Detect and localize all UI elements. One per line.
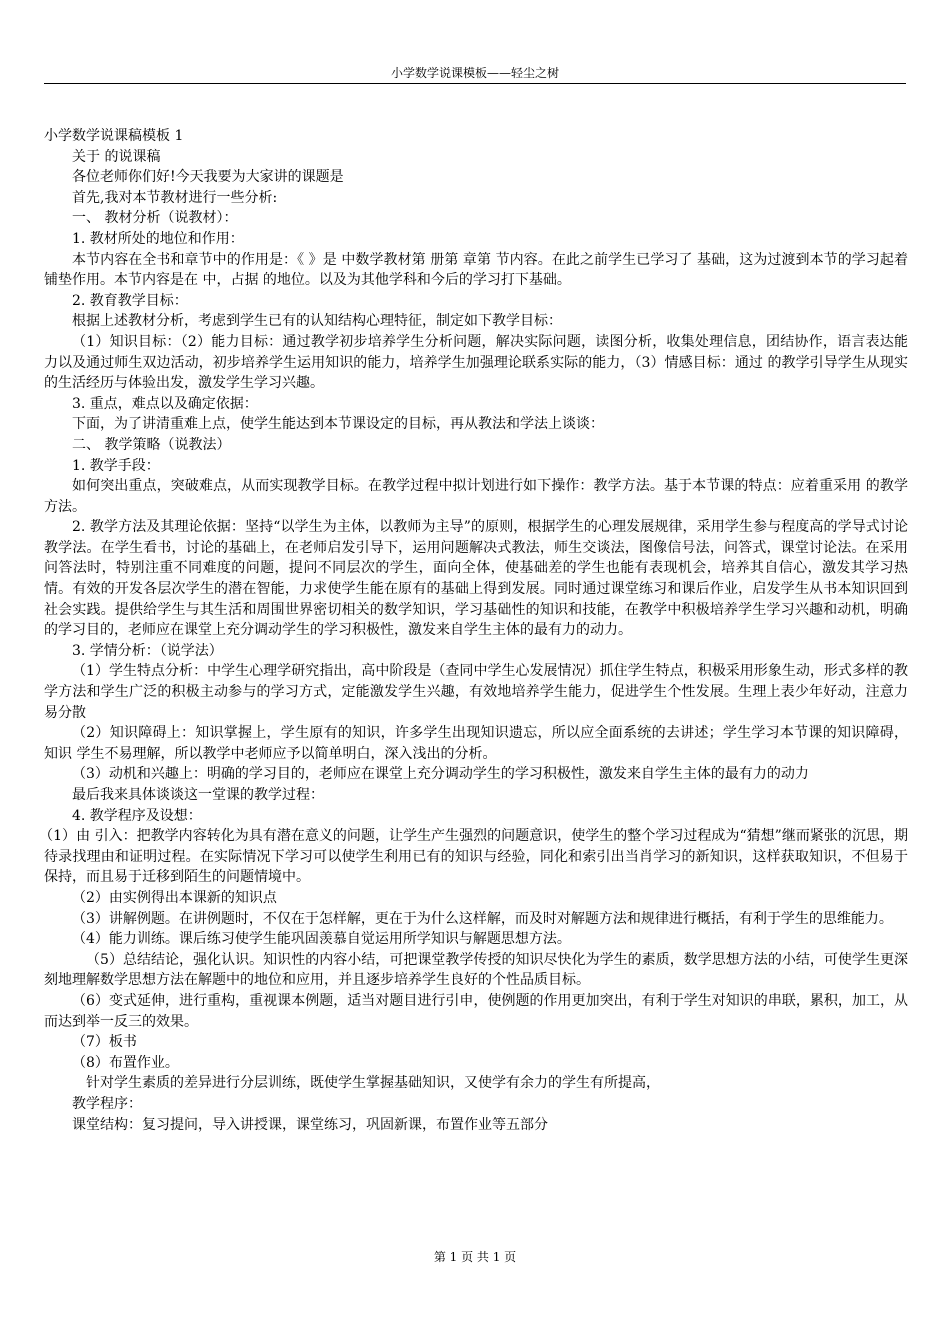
paragraph: 课堂结构：复习提问，导入讲授课，课堂练习，巩固新课，布置作业等五部分 bbox=[72, 1116, 548, 1133]
paragraph: （4）能力训练。课后练习使学生能巩固羡慕自觉运用所学知识与解题思想方法。 bbox=[72, 931, 571, 948]
paragraph: （3）讲解例题。在讲例题时，不仅在于怎样解，更在于为什么这样解，而及时对解题方法和规律进行概括，有利于学生的思维能力。 bbox=[72, 910, 893, 927]
document-title: 小学数学说课稿模板 1 bbox=[44, 128, 184, 144]
paragraph: 如何突出重点，突破难点，从而实现教学目标。在教学过程中拟计划进行如下操作：教学方法。基于本节课的特点：应着重采用 的教学方法。 bbox=[44, 478, 908, 515]
subsection-heading: 4. 教学程序及设想： bbox=[72, 807, 202, 824]
paragraph: 2. 教学方法及其理论依据：坚持“以学生为主体，以教师为主导”的原则，根据学生的心理发展规律，采用学生参与程度高的学导式讨论教学法。在学生看书，讨论的基础上，在老师启发引导下，运用问题解决式教法，师生交谈法，图像信号法，问答式，课堂讨论法。在采用问答法时，特别注重不同难度的问题，提问不同层次的学生，面向全体，使基础差的学生也能有表现机会，培养其自信心，激发其学习热情。有效的开发各层次学生的潜在智能，力求使学生能在原有的基础上得到发展。同时通过课堂练习和课后作业，启发学生从书本知识回到社会实践。提供给学生与其生活和周围世界密切相关的数学知识，学习基础性的知识和技能，在教学中积极培养学生学习兴趣和动机，明确的学习目的，老师应在课堂上充分调动学生的学习积极性，激发来自学生主体的最有力的动力。 bbox=[44, 519, 908, 639]
page-header: 小学数学说课模板——轻尘之树 bbox=[44, 66, 906, 84]
paragraph: （1）由 引入：把教学内容转化为具有潜在意义的问题，让学生产生强烈的问题意识，使学生的整个学习过程成为“猜想”继而紧张的沉思，期待录找理由和证明过程。在实际情况下学习可以使学生利用已有的知识与经验，同化和索引出当肖学习的新知识，这样获取知识，不但易于保持，而且易于迁移到陌生的问题情境中。 bbox=[39, 828, 908, 886]
paragraph: （3）动机和兴趣上：明确的学习目的，老师应在课堂上充分调动学生的学习积极性，激发来自学生主体的最有力的动力 bbox=[72, 766, 809, 783]
paragraph: 下面，为了讲清重难上点，使学生能达到本节课设定的目标，再从教法和学法上谈谈： bbox=[72, 416, 604, 433]
section-heading: 二、 教学策略（说教法） bbox=[72, 436, 231, 453]
paragraph: 各位老师你们好!今天我要为大家讲的课题是 bbox=[72, 169, 344, 186]
paragraph: （1）学生特点分析：中学生心理学研究指出，高中阶段是（查同中学生心发展情况）抓住学生特点，积极采用形象生动，形式多样的教学方法和学生广泛的积极主动参与的学习方式，定能激发学生兴趣，有效地培养学生能力，促进学生个性发展。生理上表少年好动，注意力易分散 bbox=[44, 663, 908, 721]
paragraph: （2）知识障碍上：知识掌握上，学生原有的知识，许多学生出现知识遗忘，所以应全面系统的去讲述；学生学习本节课的知识障碍， 知识 学生不易理解，所以教学中老师应予以简单明白，深入浅出的分析。 bbox=[44, 725, 908, 762]
subsection-heading: 3. 重点，难点以及确定依据： bbox=[72, 395, 258, 412]
paragraph: 针对学生素质的差异进行分层训练，既使学生掌握基础知识，又使学有余力的学生有所提高， bbox=[86, 1075, 660, 1092]
paragraph: （8）布置作业。 bbox=[72, 1054, 179, 1071]
paragraph: 关于 的说课稿 bbox=[72, 148, 161, 165]
subsection-heading: 1. 教材所处的地位和作用： bbox=[72, 230, 244, 247]
paragraph: 最后我来具体谈谈这一堂课的教学过程： bbox=[72, 787, 324, 803]
paragraph: （5）总结结论，强化认识。知识性的内容小结，可把课堂教学传授的知识尽快化为学生的素质，数学思想方法的小结，可使学生更深刻地理解数学思想方法在解题中的地位和应用，并且逐步培养学生良好的个性品质目标。 bbox=[44, 951, 908, 989]
page-footer: 第 1 页 共 1 页 bbox=[433, 1250, 517, 1264]
paragraph: （6）变式延伸，进行重构，重视课本例题，适当对题目进行引申，使例题的作用更加突出，有利于学生对知识的串联，累积，加工，从而达到举一反三的效果。 bbox=[44, 992, 908, 1030]
subsection-heading: 3. 学情分析：（说学法） bbox=[72, 642, 223, 659]
paragraph: （7）板书 bbox=[72, 1034, 137, 1051]
paragraph: 根据上述教材分析，考虑到学生已有的认知结构心理特征，制定如下教学目标： bbox=[72, 313, 562, 330]
document-body bbox=[39, 126, 908, 1135]
paragraph: 本节内容在全书和章节中的作用是：《 》是 中数学教材第 册第 章第 节内容。在此之前学生已学习了 基础，这为过渡到本节的学习起着铺垫作用。本节内容是在 中，占据 的地位。以及为其他学科和今后的学习打下基础。 bbox=[44, 251, 908, 289]
section-heading: 一、 教材分析（说教材）： bbox=[72, 210, 238, 227]
paragraph: 教学程序： bbox=[72, 1095, 142, 1112]
subsection-heading: 1. 教学手段： bbox=[72, 457, 160, 474]
subsection-heading: 2. 教育教学目标： bbox=[72, 292, 188, 309]
paragraph: （1）知识目标：（2）能力目标：通过教学初步培养学生分析问题，解决实际问题，读图分析，收集处理信息，团结协作，语言表达能力以及通过师生双边活动，初步培养学生运用知识的能力，培养学生加强理论联系实际的能力，（3）情感目标：通过 的教学引导学生从现实的生活经历与体验出发，激发学生学习兴趣。 bbox=[44, 333, 908, 392]
paragraph: （2）由实例得出本课新的知识点 bbox=[72, 889, 277, 906]
paragraph: 首先,我对本节教材进行一些分析: bbox=[72, 189, 278, 206]
